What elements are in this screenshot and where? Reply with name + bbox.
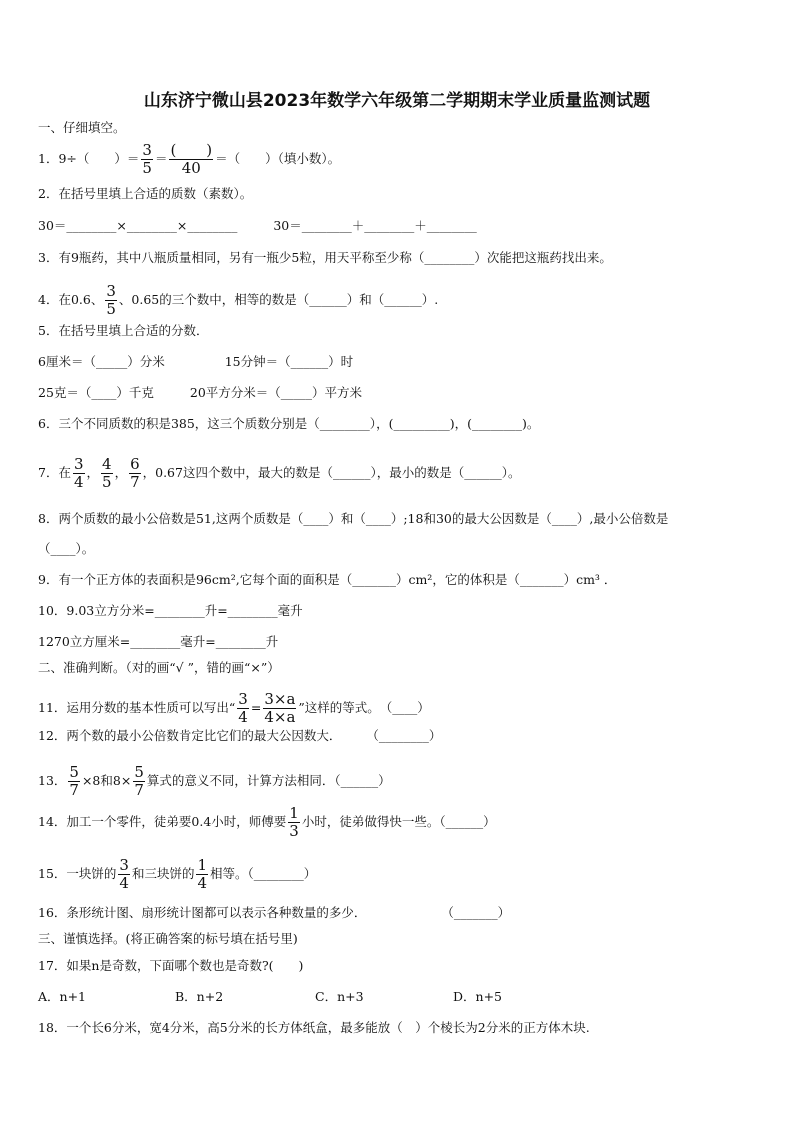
question-5: 5．在括号里填上合适的分数．	[38, 323, 209, 338]
option-b: B．n+2	[175, 989, 224, 1004]
section-heading-choice: 三、谨慎选择。(将正确答案的标号填在括号里)	[38, 931, 298, 946]
question-13: 13． $\frac{5}{7}$ ×8和8× $\frac{5}{7}$ 算式的意义不同，计算方法相同．（______）	[38, 763, 391, 799]
question-15: 15．一块饼的 $\frac{3}{4}$ 和三块饼的 $\frac{1}{4}$ 相等。（________）	[38, 856, 317, 892]
question-2: 2．在括号里填上合适的质数（素数）。	[38, 186, 253, 201]
question-12: 12．两个数的最小公倍数肯定比它们的最大公因数大． （________）	[38, 728, 442, 743]
q7-fraction-3: $\frac{6}{7}$	[130, 455, 140, 491]
question-8: 8．两个质数的最小公倍数是51,这两个质数是（____）和（____）;18和30的最大公因数是（____）,最小公倍数是	[38, 511, 669, 526]
section-heading-fill: 一、仔细填空。	[38, 120, 126, 135]
q2-sum: 30＝________＋________＋________	[273, 218, 477, 233]
q15-fraction-2: $\frac{1}{4}$	[197, 856, 208, 892]
question-3: 3．有9瓶药，其中八瓶质量相同，另有一瓶少5粒，用天平称至少称（________）次能把这瓶药找出来。	[38, 250, 612, 265]
question-16: 16．条形统计图、扇形统计图都可以表示各种数量的多少． （_______）	[38, 905, 511, 920]
q1-fraction-2: $\frac{( )}{40}$	[170, 141, 213, 177]
q2-product: 30＝________×________×________	[38, 218, 238, 233]
q1-text-b: ＝（ ）（填小数）。	[215, 151, 341, 166]
q4-fraction: $\frac{3}{5}$	[106, 282, 116, 318]
q13-fraction-2: $\frac{5}{7}$	[134, 763, 144, 799]
q1-text-a: 1．9÷（ ）＝	[38, 151, 140, 166]
question-5-row-2: 25克＝（____）千克 20平方分米＝（_____）平方米	[38, 385, 363, 400]
question-5-row-1: 6厘米＝（_____）分米 15分钟＝（______）时	[38, 354, 354, 369]
question-10a: 10．9.03立方分米=________升=________毫升	[38, 603, 303, 618]
q11-fraction-2: $\frac{3\times a}{4\times a}$	[264, 690, 296, 726]
question-8-cont: （____）。	[38, 541, 95, 556]
option-c: C．n+3	[315, 989, 364, 1004]
q7-fraction-1: $\frac{3}{4}$	[73, 455, 84, 491]
q7-fraction-2: $\frac{4}{5}$	[102, 455, 112, 491]
question-17-options	[38, 989, 754, 1005]
question-14: 14．加工一个零件，徒弟要0.4小时，师傅要 $\frac{1}{3}$ 小时，徒弟做得快一些。（______）	[38, 804, 496, 840]
question-9: 9．有一个正方体的表面积是96cm²,它每个面的面积是（_______）cm²，它的体积是（_______）cm³ ．	[38, 572, 617, 587]
page-title: 山东济宁微山县2023年数学六年级第二学期期末学业质量监测试题	[143, 91, 651, 111]
question-17: 17．如果n是奇数，下面哪个数也是奇数?( )	[38, 958, 304, 973]
question-2-line	[38, 218, 754, 234]
question-6: 6．三个不同质数的积是385，这三个质数分别是（________），(_________)，(________)。	[38, 416, 540, 431]
q1-fraction-1: $\frac{3}{5}$	[142, 141, 152, 177]
question-1: 1．9÷（ ）＝ $\frac{3}{5}$ ＝ $\frac{( )}{40}$ ＝（ ）（填小数）。	[38, 141, 341, 177]
option-a: A．n+1	[38, 989, 87, 1004]
option-d: D．n+5	[453, 989, 502, 1004]
q15-fraction-1: $\frac{3}{4}$	[119, 856, 129, 892]
question-4: 4．在0.6、 $\frac{3}{5}$ 、0.65的三个数中，相等的数是（______）和（______）.	[38, 282, 439, 318]
section-heading-judge: 二、准确判断。（对的画“√ ”，错的画“×”）	[38, 660, 280, 675]
q14-fraction: $\frac{1}{3}$	[289, 804, 299, 840]
question-7: 7．在 $\frac{3}{4}$ ， $\frac{4}{5}$ ， $\frac{6}{7}$ ，0.67这四个数中，最大的数是（______），最小的数是（______）。	[38, 455, 521, 491]
q11-fraction-1: $\frac{3}{4}$	[238, 690, 248, 726]
question-18: 18．一个长6分米，宽4分米，高5分米的长方体纸盒，最多能放（ ）个棱长为2分米的正方体木块.	[38, 1020, 590, 1035]
q13-fraction-1: $\frac{5}{7}$	[69, 763, 79, 799]
question-11: 11．运用分数的基本性质可以写出“ $\frac{3}{4}$ = $\frac{3\times a}{4\times a}$ ”这样的等式。 （____）	[38, 690, 430, 726]
question-10b: 1270立方厘米=________毫升=________升	[38, 634, 279, 649]
